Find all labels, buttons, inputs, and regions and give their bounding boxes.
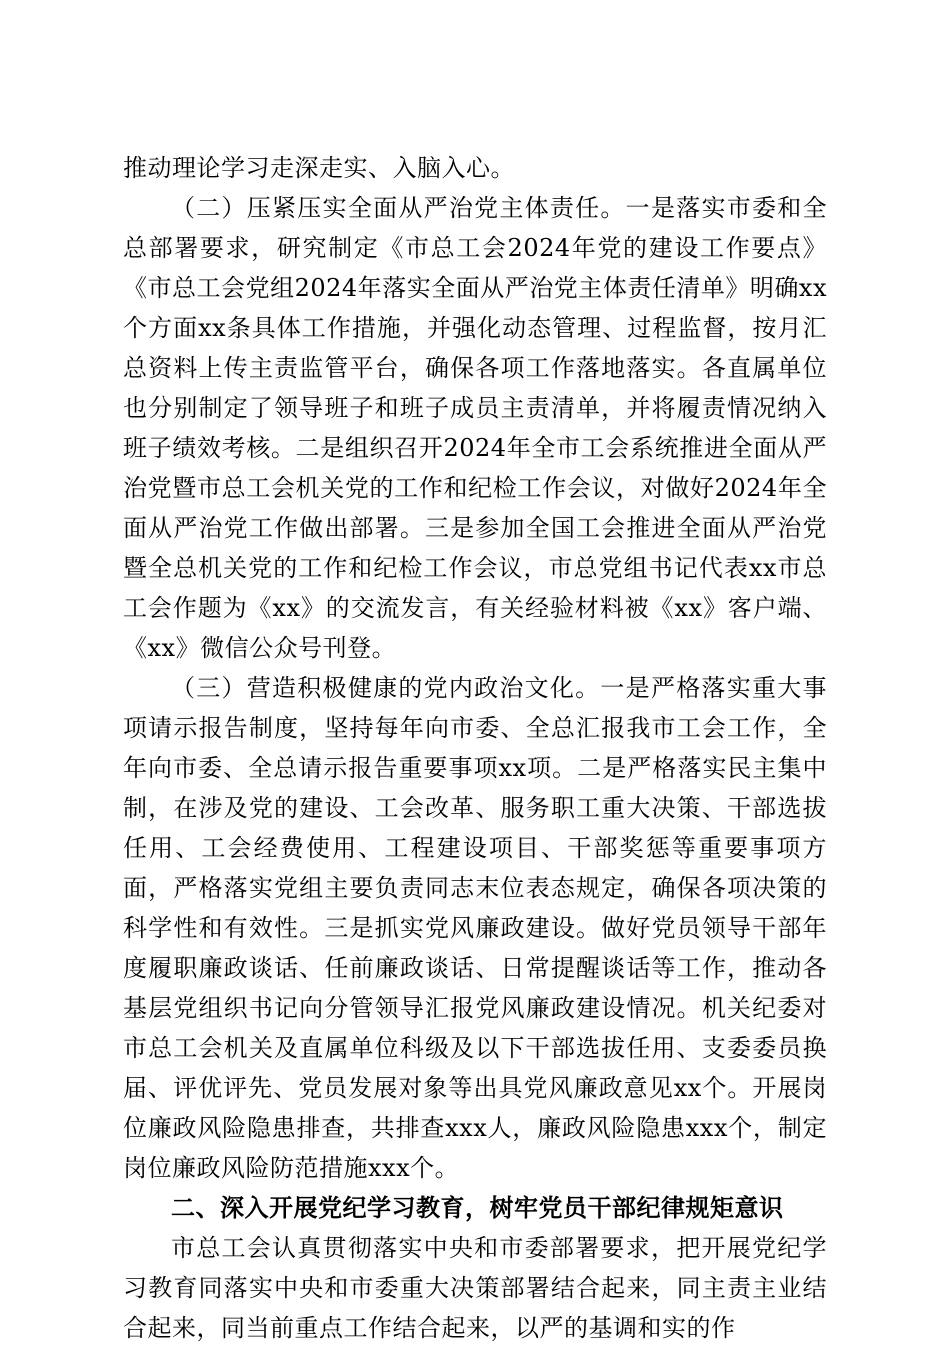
paragraph-section-heading-body: 市总工会认真贯彻落实中央和市委部署要求，把开展党纪学习教育同落实中央和市委重大决策部署结合起来，同主责主业结合起来，同当前重点工作结合起来，以严的基调和实的作 [123,1234,827,1342]
paragraph-section-3: （三）营造积极健康的党内政治文化。一是严格落实重大事项请示报告制度，坚持每年向市委、全总汇报我市工会工作，全年向市委、全总请示报告重要事项xx项。二是严格落实民主集中制，在涉及党的建设、工会改革、服务职工重大决策、干部选拔任用、工会经费使用、工程建设项目、干部奖惩等重要事项方面，严格落实党组主要负责同志末位表态规定，确保各项决策的科学性和有效性。三是抓实党风廉政建设。做好党员领导干部年度履职廉政谈话、任前廉政谈话、日常提醒谈话等工作，推动各基层党组织书记向分管领导汇报党风廉政建设情况。机关纪委对市总工会机关及直属单位科级及以下干部选拔任用、支委委员换届、评优评先、党员发展对象等出具党风廉政意见xx个。开展岗位廉政风险隐患排查，共排查xxx人，廉政风险隐患xxx个，制定岗位廉政风险防范措施xxx个。 [123,674,827,1182]
paragraph-continuation: 推动理论学习走深走实、入脑入心。 [123,154,515,182]
document-page [123,148,827,1348]
paragraph-section-2: （二）压紧压实全面从严治党主体责任。一是落实市委和全总部署要求，研究制定《市总工会2024年党的建设工作要点》《市总工会党组2024年落实全面从严治党主体责任清单》明确xx个方面xx条具体工作措施，并强化动态管理、过程监督，按月汇总资料上传主责监管平台，确保各项工作落地落实。各直属单位也分别制定了领导班子和班子成员主责清单，并将履责情况纳入班子绩效考核。二是组织召开2024年全市工会系统推进全面从严治党暨市总工会机关党的工作和纪检工作会议，对做好2024年全面从严治党工作做出部署。三是参加全国工会推进全面从严治党暨全总机关党的工作和纪检工作会议，市总党组书记代表xx市总工会作题为《xx》的交流发言，有关经验材料被《xx》客户端、《xx》微信公众号刊登。 [123,194,827,662]
section-heading: 二、深入开展党纪学习教育，树牢党员干部纪律规矩意识 [171,1193,784,1222]
